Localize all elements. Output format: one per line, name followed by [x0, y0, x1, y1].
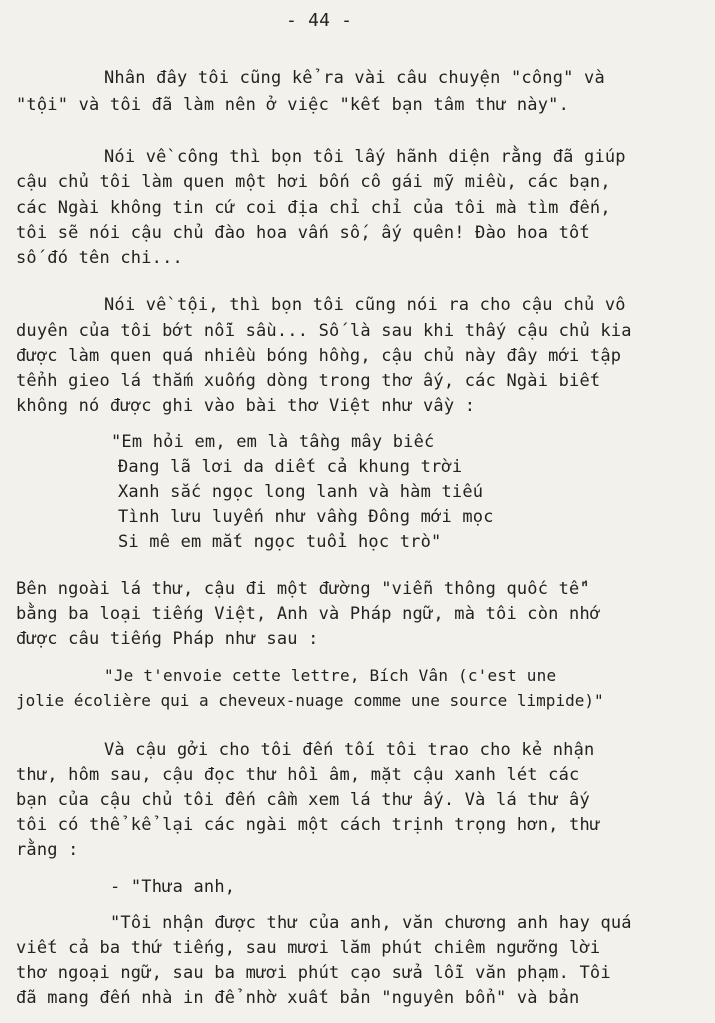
french-quote-line: jolie écolière qui a cheveux-nuage comme une source limpide)"	[16, 691, 604, 710]
letter-line: "Tôi nhận được thư của anh, văn chương anh hay quá	[110, 913, 632, 933]
text-line: bằng ba loại tiếng Việt, Anh và Pháp ngữ, mà tôi còn nhớ	[16, 604, 601, 624]
text-line: Bên ngoài lá thư, cậu đi một đường "viễn thông quốc tế"	[16, 579, 590, 599]
text-line: rằng :	[16, 840, 79, 860]
text-line: không nó được ghi vào bài thơ Việt như vầy :	[16, 396, 476, 416]
text-line: tôi có thể kể lại các ngài một cách trịnh trọng hơn, thư	[16, 815, 601, 835]
text-line: tểnh gieo lá thắm xuống dòng trong thơ ấy, các Ngài biết	[16, 371, 601, 391]
text-line: được làm quen quá nhiều bóng hồng, cậu chủ này đây mới tập	[16, 346, 622, 366]
text-line: bạn của cậu chủ tôi đến cầm xem lá thư ấy. Và lá thư ấy	[16, 790, 590, 810]
page-number: - 44 -	[286, 10, 353, 31]
french-quote-line: "Je t'envoie cette lettre, Bích Vân (c'est une	[104, 666, 557, 685]
text-line: số đó tên chi...	[16, 248, 183, 268]
text-line: các Ngài không tin cứ coi địa chỉ chỉ của tôi mà tìm đến,	[16, 198, 611, 218]
text-line: duyên của tôi bớt nỗi sầu... Số là sau khi thấy cậu chủ kia	[16, 321, 632, 341]
poem-line: Đang lã lơi da diết cả khung trời	[118, 457, 463, 477]
text-line: Nói về công thì bọn tôi lấy hãnh diện rằng đã giúp	[104, 147, 626, 167]
text-line: Và cậu gởi cho tôi đến tối tôi trao cho kẻ nhận	[104, 740, 595, 760]
text-line: "tội" và tôi đã làm nên ở việc "kết bạn tâm thư này".	[16, 95, 570, 115]
text-line: Nói về tội, thì bọn tôi cũng nói ra cho cậu chủ vô	[104, 295, 626, 315]
text-line: thư, hôm sau, cậu đọc thư hồi âm, mặt cậu xanh lét các	[16, 765, 580, 785]
text-line: Nhân đây tôi cũng kể ra vài câu chuyện "công" và	[104, 68, 605, 88]
letter-line: thơ ngoại ngữ, sau ba mươi phút cạo sửa lỗi văn phạm. Tôi	[16, 963, 611, 983]
text-line: được câu tiếng Pháp như sau :	[16, 629, 319, 649]
text-line: cậu chủ tôi làm quen một hơi bốn cô gái mỹ miều, các bạn,	[16, 172, 611, 192]
poem-line: Xanh sắc ngọc long lanh và hàm tiếu	[118, 482, 484, 502]
text-line: tôi sẽ nói cậu chủ đào hoa vấn số, ấy quên! Đào hoa tốt	[16, 223, 590, 243]
poem-line: "Em hỏi em, em là tầng mây biếc	[111, 432, 435, 452]
letter-line: viết cả ba thứ tiếng, sau mươi lăm phút chiêm ngưỡng lời	[16, 938, 601, 958]
poem-line: Si mê em mắt ngọc tuổi học trò"	[118, 532, 442, 552]
letter-salutation: - "Thưa anh,	[110, 877, 236, 897]
poem-line: Tình lưu luyến như vầng Đông mới mọc	[118, 507, 494, 527]
letter-line: đã mang đến nhà in để nhờ xuất bản "nguyên bổn" và bản	[16, 988, 580, 1008]
